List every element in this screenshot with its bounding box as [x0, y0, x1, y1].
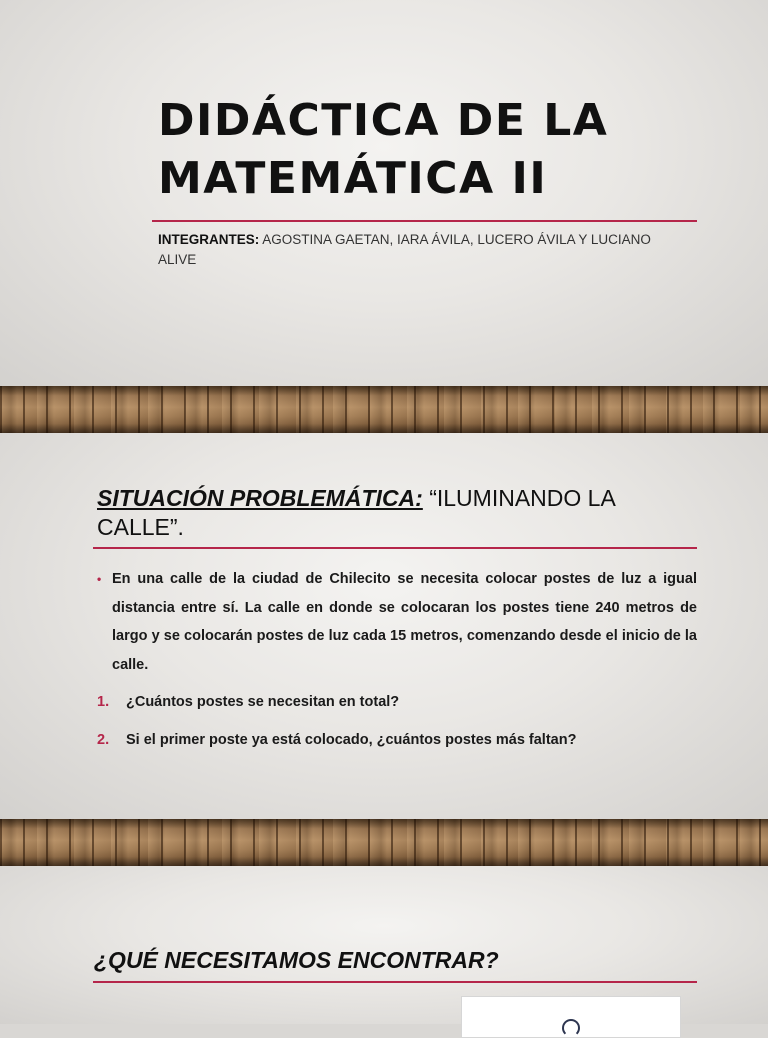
problem-heading-emphasis: SITUACIÓN PROBLEMÁTICA: — [97, 485, 423, 511]
bullet-marker: • — [97, 572, 102, 586]
image-graphic-icon — [562, 1019, 580, 1037]
slide-1 — [0, 0, 768, 386]
wood-floor-band-1 — [0, 386, 768, 433]
next-heading: ¿QUÉ NECESITAMOS ENCONTRAR? — [94, 947, 499, 973]
question-number: 1. — [97, 694, 110, 710]
question-item — [97, 692, 697, 712]
members-line — [158, 230, 688, 270]
problem-heading-title: “ILUMINANDO LA CALLE”. — [97, 485, 615, 540]
question-text: ¿Cuántos postes se necesitan en total? — [126, 694, 400, 710]
problem-heading — [97, 484, 697, 542]
wood-floor-band-2 — [0, 819, 768, 866]
question-text: Si el primer poste ya está colocado, ¿cuántos postes más faltan? — [126, 732, 577, 748]
problem-statement — [97, 565, 697, 680]
slide-title — [158, 92, 738, 208]
title-line-1: DIDÁCTICA DE LA — [158, 95, 609, 146]
question-number: 2. — [97, 732, 110, 748]
problem-statement-text: En una calle de la ciudad de Chilecito se necesita colocar postes de luz a igual distancia entre sí. La calle en donde se colocaran los postes tiene 240 metros de largo y se colocarán postes de luz cada 15 metros, comenzando desde el inicio de la calle. — [112, 571, 697, 674]
next-divider — [93, 981, 697, 983]
problem-divider — [93, 547, 697, 549]
members-label: INTEGRANTES: — [158, 232, 260, 247]
title-divider — [152, 220, 697, 222]
embedded-image — [461, 996, 681, 1038]
members-names: AGOSTINA GAETAN, IARA ÁVILA, LUCERO ÁVILA Y LUCIANO ALIVE — [158, 232, 651, 267]
title-line-2: MATEMÁTICA II — [158, 153, 548, 204]
question-item — [97, 730, 697, 750]
